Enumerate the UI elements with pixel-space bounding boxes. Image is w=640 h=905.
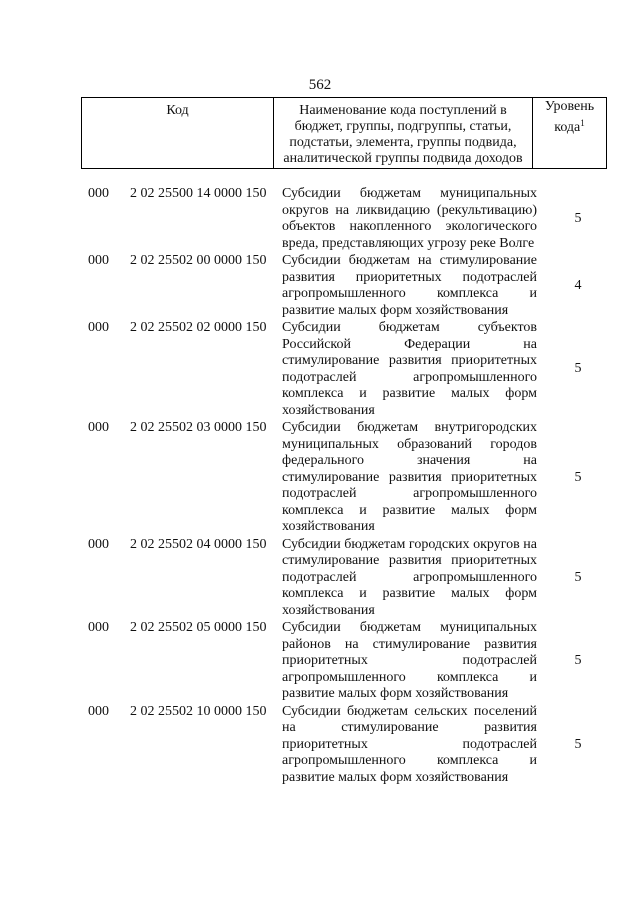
budget-code-cell: 2 02 25502 00 0000 150: [130, 253, 267, 268]
page-number: 562: [308, 77, 332, 93]
table-row: [0, 537, 640, 620]
table-row: [0, 704, 640, 787]
budget-code-cell: 2 02 25500 14 0000 150: [130, 186, 267, 201]
budget-code-cell: 2 02 25502 10 0000 150: [130, 703, 267, 719]
code-level-cell: 5: [574, 653, 582, 668]
budget-code-cell: 2 02 25502 03 0000 150: [130, 420, 267, 435]
income-name-cell: Субсидии бюджетам сельских поселений на стимулирование развития приоритетных подотраслей агропромышленного комплекса и развитие малых форм хозяйствования: [282, 703, 537, 785]
code-level-cell: 5: [574, 569, 582, 585]
budget-code-cell: 2 02 25502 02 0000 150: [130, 320, 267, 335]
income-name-cell: Субсидии бюджетам субъектов Российской Федерации на стимулирование развития приоритетных подотраслей агропромышленного комплекса и развитие малых форм хозяйствования: [282, 320, 537, 418]
header-code: Код: [81, 98, 274, 168]
code-level-cell: 5: [574, 210, 582, 226]
budget-code-cell: 2 02 25502 05 0000 150: [130, 620, 267, 635]
code-level-cell: 5: [574, 736, 582, 752]
income-name-cell: Субсидии бюджетам внутригородских муниципальных образований городов федерального значения на стимулирование развития приоритетных подотраслей агропромышленного комплекса и развитие малых форм хозяйствования: [282, 420, 537, 534]
income-name-cell: Субсидии бюджетам на стимулирование развития приоритетных подотраслей агропромышленного комплекса и развитие малых форм хозяйствования: [282, 253, 537, 318]
income-name-cell: Субсидии бюджетам муниципальных округов на ликвидацию (рекультивацию) объектов накопленного экологического вреда, представляющих угрозу реке Волге: [282, 186, 537, 251]
code-level-cell: 4: [574, 277, 582, 293]
table-header: [81, 97, 607, 169]
income-name-cell: Субсидии бюджетам городских округов на стимулирование развития приоритетных подотраслей агропромышленного комплекса и развитие малых форм хозяйствования: [282, 536, 537, 618]
admin-code-cell: 000: [88, 320, 109, 335]
income-name-cell: Субсидии бюджетам муниципальных районов на стимулирование развития приоритетных подотраслей агропромышленного комплекса и развитие малых форм хозяйствования: [282, 620, 537, 701]
table-row: [0, 253, 640, 319]
table-row: [0, 420, 640, 536]
header-name: Наименование кода поступлений в бюджет, группы, подгруппы, статьи, подстатьи, элемента, группы подвида, аналитической группы подвида доходов: [274, 98, 533, 168]
admin-code-cell: 000: [88, 536, 109, 552]
header-level-label: Уровень кода: [544, 99, 595, 135]
admin-code-cell: 000: [88, 186, 109, 201]
admin-code-cell: 000: [88, 420, 109, 435]
table-row: [0, 186, 640, 252]
table-body: [0, 186, 640, 787]
code-level-cell: 5: [574, 469, 582, 485]
admin-code-cell: 000: [88, 253, 109, 268]
budget-code-cell: 2 02 25502 04 0000 150: [130, 536, 267, 552]
admin-code-cell: 000: [88, 620, 109, 635]
header-level: [533, 98, 607, 168]
table-row: [0, 320, 640, 419]
code-level-cell: 5: [574, 361, 582, 377]
header-level-footnote: 1: [580, 118, 585, 128]
admin-code-cell: 000: [88, 703, 109, 719]
table-row: [0, 620, 640, 703]
